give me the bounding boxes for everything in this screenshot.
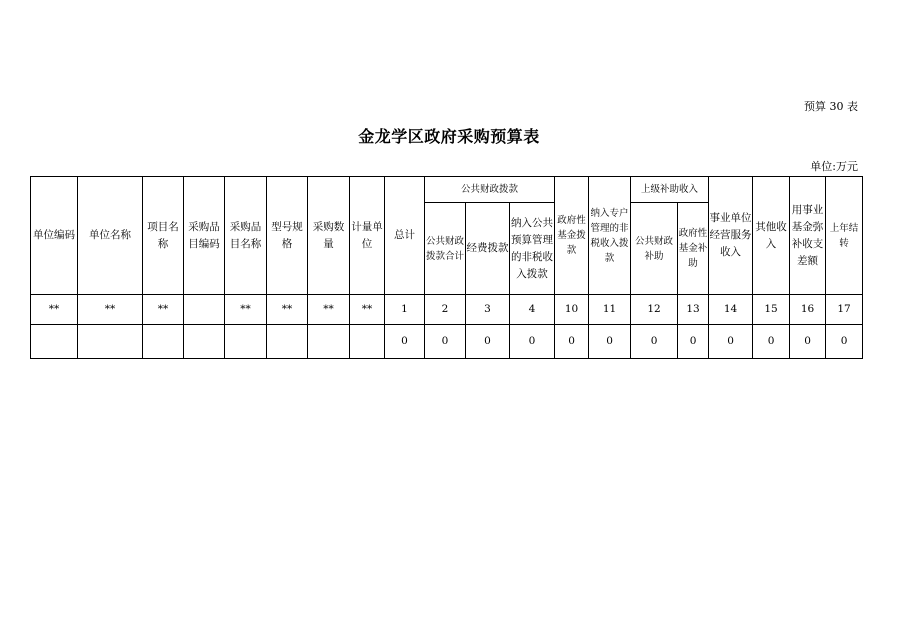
index-cell: **	[308, 295, 350, 325]
header-model-spec: 型号规格	[267, 177, 308, 295]
page-title: 金龙学区政府采购预算表	[358, 127, 540, 146]
header-carry-over: 上年结转	[826, 177, 863, 295]
procurement-budget-table	[30, 176, 863, 359]
value-cell: 0	[678, 325, 709, 359]
value-cell: 0	[466, 325, 510, 359]
header-unit-name: 单位名称	[78, 177, 143, 295]
index-cell: **	[31, 295, 78, 325]
header-superior-group: 上级补助收入	[631, 177, 709, 203]
index-cell: 13	[678, 295, 709, 325]
index-cell: 11	[589, 295, 631, 325]
header-sup-public: 公共财政补助	[631, 203, 678, 295]
header-other-income: 其他收入	[753, 177, 790, 295]
header-pf-total: 公共财政拨款合计	[425, 203, 466, 295]
value-cell: 0	[425, 325, 466, 359]
header-public-finance-group: 公共财政拨款	[425, 177, 555, 203]
index-cell: 2	[425, 295, 466, 325]
value-cell: 0	[510, 325, 555, 359]
value-cell	[308, 325, 350, 359]
header-item-code: 采购品目编码	[184, 177, 225, 295]
index-cell: 3	[466, 295, 510, 325]
value-cell: 0	[709, 325, 753, 359]
header-item-name: 采购品目名称	[225, 177, 267, 295]
index-cell: **	[78, 295, 143, 325]
header-unit-code: 单位编码	[31, 177, 78, 295]
index-cell: 17	[826, 295, 863, 325]
header-fund-balance: 用事业基金弥补收支差额	[790, 177, 826, 295]
value-cell: 0	[555, 325, 589, 359]
header-measure-unit: 计量单位	[350, 177, 385, 295]
value-cell	[225, 325, 267, 359]
value-cell: 0	[589, 325, 631, 359]
index-cell: **	[267, 295, 308, 325]
value-cell: 0	[790, 325, 826, 359]
header-pf-nontax: 纳入公共预算管理的非税收入拨款	[510, 203, 555, 295]
index-cell	[184, 295, 225, 325]
value-cell: 0	[753, 325, 790, 359]
index-cell: 4	[510, 295, 555, 325]
value-cell: 0	[385, 325, 425, 359]
index-cell: 1	[385, 295, 425, 325]
header-special-nontax: 纳入专户管理的非税收入拨款	[589, 177, 631, 295]
header-total: 总计	[385, 177, 425, 295]
index-cell: 15	[753, 295, 790, 325]
value-cell	[184, 325, 225, 359]
value-cell	[31, 325, 78, 359]
value-cell	[267, 325, 308, 359]
value-cell: 0	[826, 325, 863, 359]
value-cell	[78, 325, 143, 359]
header-pf-fee: 经费拨款	[466, 203, 510, 295]
unit-label: 单位:万元	[810, 160, 858, 173]
form-number: 预算 30 表	[804, 100, 858, 113]
index-row	[31, 295, 863, 325]
index-cell: **	[225, 295, 267, 325]
header-quantity: 采购数量	[308, 177, 350, 295]
index-cell: 14	[709, 295, 753, 325]
index-cell: **	[143, 295, 184, 325]
header-operating-income: 事业单位经营服务收入	[709, 177, 753, 295]
value-cell: 0	[631, 325, 678, 359]
index-cell: 10	[555, 295, 589, 325]
index-cell: **	[350, 295, 385, 325]
index-cell: 16	[790, 295, 826, 325]
value-row	[31, 325, 863, 359]
header-project-name: 项目名称	[143, 177, 184, 295]
value-cell	[143, 325, 184, 359]
value-cell	[350, 325, 385, 359]
index-cell: 12	[631, 295, 678, 325]
header-gov-fund: 政府性基金拨款	[555, 177, 589, 295]
header-sup-fund: 政府性基金补助	[678, 203, 709, 295]
